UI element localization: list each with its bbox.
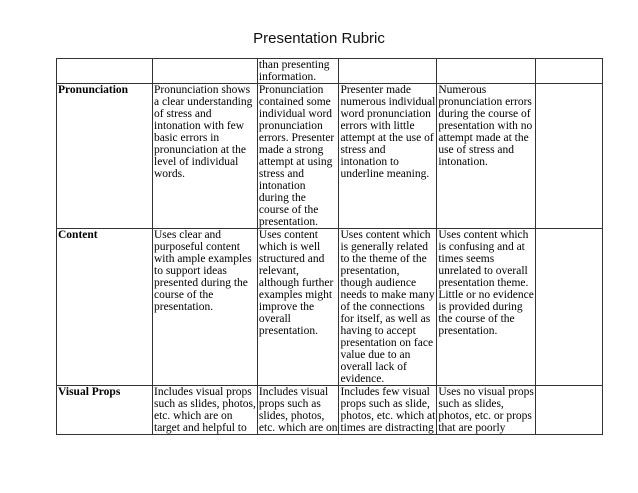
cell-text-line: purposeful content	[154, 241, 240, 253]
cell-text-line: Uses clear and	[154, 229, 222, 241]
rubric-cell	[535, 84, 602, 229]
cell-text-line: attempt at using	[258, 156, 333, 168]
cell-text-line: underline meaning.	[340, 168, 430, 180]
rubric-cell	[339, 229, 437, 386]
rubric-cell	[339, 59, 437, 84]
cell-text-line: presentation.	[154, 301, 214, 313]
cell-text-line: presentation.	[438, 325, 498, 337]
cell-text-line: relevant,	[258, 265, 299, 277]
cell-text-line: improve the	[258, 301, 315, 313]
cell-text-line: Includes few visual	[340, 386, 430, 398]
page-title: Presentation Rubric	[253, 30, 385, 47]
cell-text-line: is provided during	[438, 301, 523, 313]
cell-text-line: etc. which are on	[154, 410, 233, 422]
rubric-cell	[535, 229, 602, 386]
cell-text-line: photos, etc. which at	[340, 410, 436, 422]
cell-text-line: with ample examples	[154, 253, 252, 265]
cell-text-line: of stress and	[154, 108, 212, 120]
rubric-cell	[437, 84, 536, 229]
cell-text-line: numerous individual	[340, 96, 436, 108]
cell-text-line: the course of the	[438, 313, 515, 325]
cell-text-line: examples might	[258, 289, 333, 301]
cell-text-line: although further	[258, 277, 334, 289]
cell-text-line: having to accept	[340, 325, 416, 337]
cell-text-line: unrelated to overall	[438, 265, 528, 277]
category-label	[57, 59, 153, 84]
category-label: Pronunciation	[57, 84, 153, 229]
cell-text-line: attempt at the use of	[340, 132, 434, 144]
cell-text-line: props such as	[258, 398, 321, 410]
rubric-cell	[153, 229, 258, 386]
cell-text-line: made a strong	[258, 144, 324, 156]
rubric-cell	[257, 84, 339, 229]
cell-text-line: intonation with few	[154, 120, 245, 132]
cell-text-line: of the connections	[340, 301, 425, 313]
cell-text-line: during the course of	[438, 108, 531, 120]
rubric-cell	[437, 59, 536, 84]
cell-text-line: a clear understanding	[154, 96, 253, 108]
cell-text-line: overall	[258, 313, 291, 325]
cell-text-line: presentation with no	[438, 120, 533, 132]
cell-text-line: Presenter made	[340, 84, 412, 96]
table-row	[57, 229, 603, 386]
cell-text-line: target and helpful to	[154, 422, 247, 434]
rubric-cell	[535, 386, 602, 435]
cell-text-line: though audience	[340, 277, 417, 289]
cell-text-line: than presenting	[258, 59, 330, 71]
cell-text-line: errors with little	[340, 120, 415, 132]
cell-text-line: such as slides,	[438, 398, 504, 410]
cell-text-line: presentation theme.	[438, 277, 529, 289]
rubric-cell	[153, 386, 258, 435]
table-row	[57, 59, 603, 84]
rubric-cell	[437, 229, 536, 386]
cell-text-line: stress and	[258, 168, 304, 180]
category-label: Visual Props	[57, 386, 153, 435]
rubric-cell	[339, 386, 437, 435]
cell-text-line: is generally related	[340, 241, 428, 253]
cell-text-line: words.	[154, 168, 185, 180]
cell-text-line: information.	[258, 71, 317, 83]
cell-text-line: presented during the	[154, 277, 248, 289]
cell-text-line: errors. Presenter	[258, 132, 335, 144]
cell-text-line: pronunciation errors	[438, 96, 532, 108]
table-row	[57, 386, 603, 435]
rubric-cell	[437, 386, 536, 435]
cell-text-line: evidence.	[340, 373, 385, 385]
cell-text-line: presentation.	[258, 216, 318, 228]
cell-text-line: Little or no evidence	[438, 289, 534, 301]
cell-text-line: Uses no visual props	[438, 386, 534, 398]
cell-text-line: is confusing and at	[438, 241, 525, 253]
cell-text-line: attempt made at the	[438, 132, 529, 144]
rubric-cell	[535, 59, 602, 84]
cell-text-line: props such as slide,	[340, 398, 430, 410]
category-label: Content	[57, 229, 153, 386]
cell-text-line: course of the	[258, 204, 319, 216]
cell-text-line: Numerous	[438, 84, 487, 96]
cell-text-line: for itself, as well as	[340, 313, 431, 325]
rubric-cell	[257, 386, 339, 435]
cell-text-line: structured and	[258, 253, 325, 265]
cell-text-line: etc. which are on	[258, 422, 338, 434]
cell-text-line: presentation.	[258, 325, 318, 337]
cell-text-line: to the theme of the	[340, 253, 427, 265]
cell-text-line: times are distracting	[340, 422, 434, 434]
cell-text-line: which is well	[258, 241, 321, 253]
cell-text-line: Uses content which	[438, 229, 529, 241]
cell-text-line: intonation to	[340, 156, 399, 168]
cell-text-line: use of stress and	[438, 144, 515, 156]
cell-text-line: presentation on face	[340, 337, 434, 349]
cell-text-line: stress and	[340, 144, 386, 156]
cell-text-line: course of the	[154, 289, 214, 301]
cell-text-line: pronunciation	[258, 120, 323, 132]
cell-text-line: value due to an	[340, 349, 411, 361]
cell-text-line: Uses content	[258, 229, 318, 241]
cell-text-line: slides, photos,	[258, 410, 325, 422]
cell-text-line: intonation.	[438, 156, 488, 168]
cell-text-line: word pronunciation	[340, 108, 431, 120]
cell-text-line: that are poorly	[438, 422, 506, 434]
cell-text-line: overall lack of	[340, 361, 407, 373]
rubric-cell	[257, 59, 339, 84]
cell-text-line: Includes visual props	[154, 386, 252, 398]
cell-text-line: level of individual	[154, 156, 239, 168]
cell-text-line: such as slides, photos,	[154, 398, 256, 410]
cell-text-line: Pronunciation shows	[154, 84, 251, 96]
cell-text-line: Includes visual	[258, 386, 329, 398]
cell-text-line: photos, etc. or props	[438, 410, 532, 422]
cell-text-line: individual word	[258, 108, 333, 120]
cell-text-line: times seems	[438, 253, 495, 265]
cell-text-line: basic errors in	[154, 132, 220, 144]
cell-text-line: to support ideas	[154, 265, 227, 277]
cell-text-line: contained some	[258, 96, 331, 108]
cell-text-line: presentation,	[340, 265, 400, 277]
rubric-cell	[153, 59, 258, 84]
rubric-cell	[153, 84, 258, 229]
cell-text-line: Uses content which	[340, 229, 431, 241]
rubric-cell	[257, 229, 339, 386]
table-row	[57, 84, 603, 229]
cell-text-line: intonation	[258, 180, 306, 192]
cell-text-line: during the	[258, 192, 306, 204]
rubric-table	[56, 58, 603, 435]
cell-text-line: pronunciation at the	[154, 144, 246, 156]
cell-text-line: Pronunciation	[258, 84, 324, 96]
cell-text-line: needs to make many	[340, 289, 435, 301]
rubric-cell	[339, 84, 437, 229]
